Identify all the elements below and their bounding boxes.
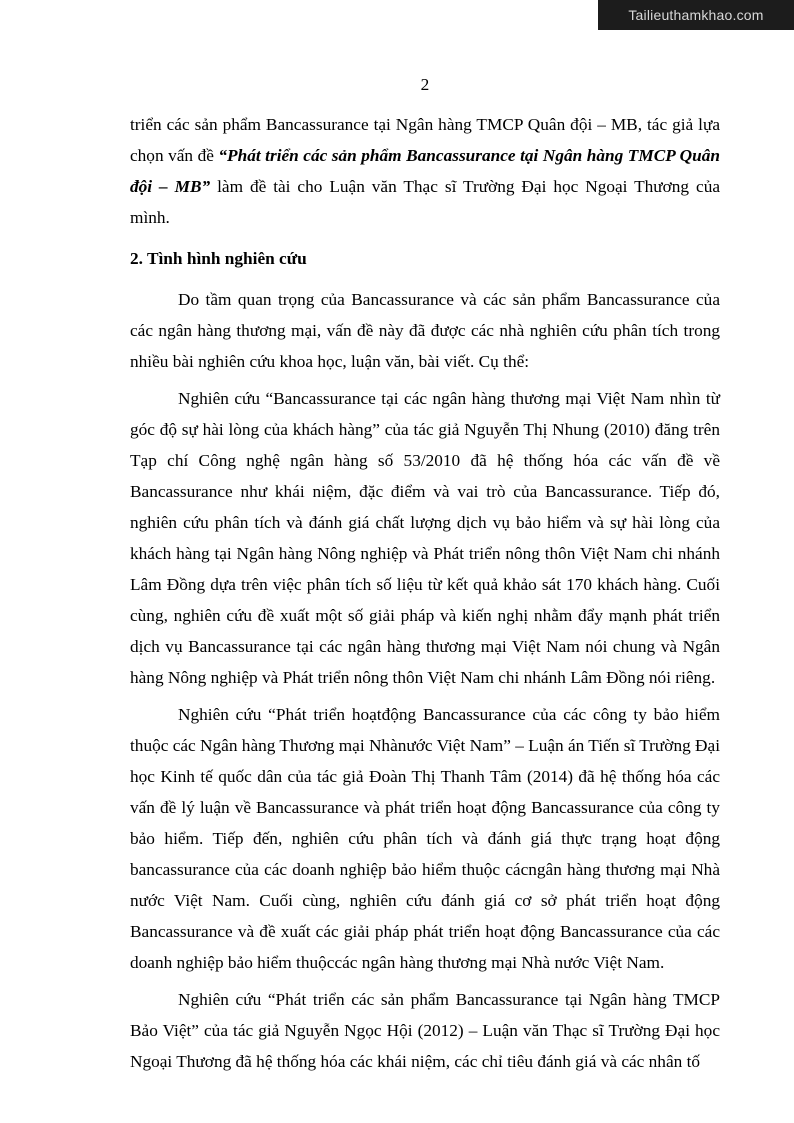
paragraph-study-tam: Nghiên cứu “Phát triển hoạtđộng Bancassurance của các công ty bảo hiểm thuộc các Ngân hàng Thương mại Nhànước Việt Nam” – Luận án Tiến sĩ Trường Đại học Kinh tế quốc dân của tác giả Đoàn Thị Thanh Tâm (2014) đã hệ thống hóa các vấn đề lý luận về Bancassurance và phát triển hoạt động Bancassurance của công ty bảo hiểm. Tiếp đến, nghiên cứu phân tích và đánh giá thực trạng hoạt động bancassurance của các doanh nghiệp bảo hiểm thuộc cácngân hàng thương mại Nhà nước Việt Nam. Cuối cùng, nghiên cứu đánh giá cơ sở phát triển hoạt động Bancassurance và đề xuất các giải pháp phát triển hoạt động Bancassurance của các doanh nghiệp bảo hiểm thuộccác ngân hàng thương mại Nhà nước Việt Nam. bbox=[130, 705, 720, 972]
intro-text-end: làm đề tài cho Luận văn Thạc sĩ Trường Đại học Ngoại Thương của mình. bbox=[130, 177, 720, 227]
paragraph-intro bbox=[130, 109, 720, 233]
intro-text-start: triển các sản phẩm Bancassurance tại Ngân hàng TMCP Quân đội – MB, tác giả lựa chọn vấn đề bbox=[130, 115, 720, 165]
watermark-text: Tailieuthamkhao.com bbox=[628, 7, 764, 23]
paragraph-study-hoi: Nghiên cứu “Phát triển các sản phẩm Bancassurance tại Ngân hàng TMCP Bảo Việt” của tác giả Nguyễn Ngọc Hội (2012) – Luận văn Thạc sĩ Trường Đại học Ngoại Thương đã hệ thống hóa các khái niệm, các chỉ tiêu đánh giá và các nhân tố bbox=[130, 990, 720, 1071]
section-heading: 2. Tình hình nghiên cứu bbox=[130, 249, 307, 268]
page-number: 2 bbox=[420, 75, 430, 94]
watermark-banner bbox=[598, 0, 794, 30]
paragraph-overview: Do tầm quan trọng của Bancassurance và các sản phẩm Bancassurance của các ngân hàng thương mại, vấn đề này đã được các nhà nghiên cứu phân tích trong nhiều bài nghiên cứu khoa học, luận văn, bài viết. Cụ thể: bbox=[130, 290, 720, 371]
intro-thesis-title: “Phát triển các sản phẩm Bancassurance tại Ngân hàng TMCP Quân đội – MB” bbox=[130, 146, 720, 196]
paragraph-study-nhung: Nghiên cứu “Bancassurance tại các ngân hàng thương mại Việt Nam nhìn từ góc độ sự hài lòng của khách hàng” của tác giả Nguyễn Thị Nhung (2010) đăng trên Tạp chí Công nghệ ngân hàng số 53/2010 đã hệ thống hóa các vấn đề về Bancassurance như khái niệm, đặc điểm và vai trò của Bancassurance. Tiếp đó, nghiên cứu phân tích và đánh giá chất lượng dịch vụ bảo hiểm và sự hài lòng của khách hàng tại Ngân hàng Nông nghiệp và Phát triển nông thôn Việt Nam chi nhánh Lâm Đồng dựa trên việc phân tích số liệu từ kết quả khảo sát 170 khách hàng. Cuối cùng, nghiên cứu đề xuất một số giải pháp và kiến nghị nhằm đẩy mạnh phát triển dịch vụ Bancassurance tại các ngân hàng thương mại Việt Nam nói chung và Ngân hàng Nông nghiệp và Phát triển nông thôn Việt Nam chi nhánh Lâm Đồng nói riêng. bbox=[130, 389, 720, 687]
document-content bbox=[130, 109, 720, 1077]
